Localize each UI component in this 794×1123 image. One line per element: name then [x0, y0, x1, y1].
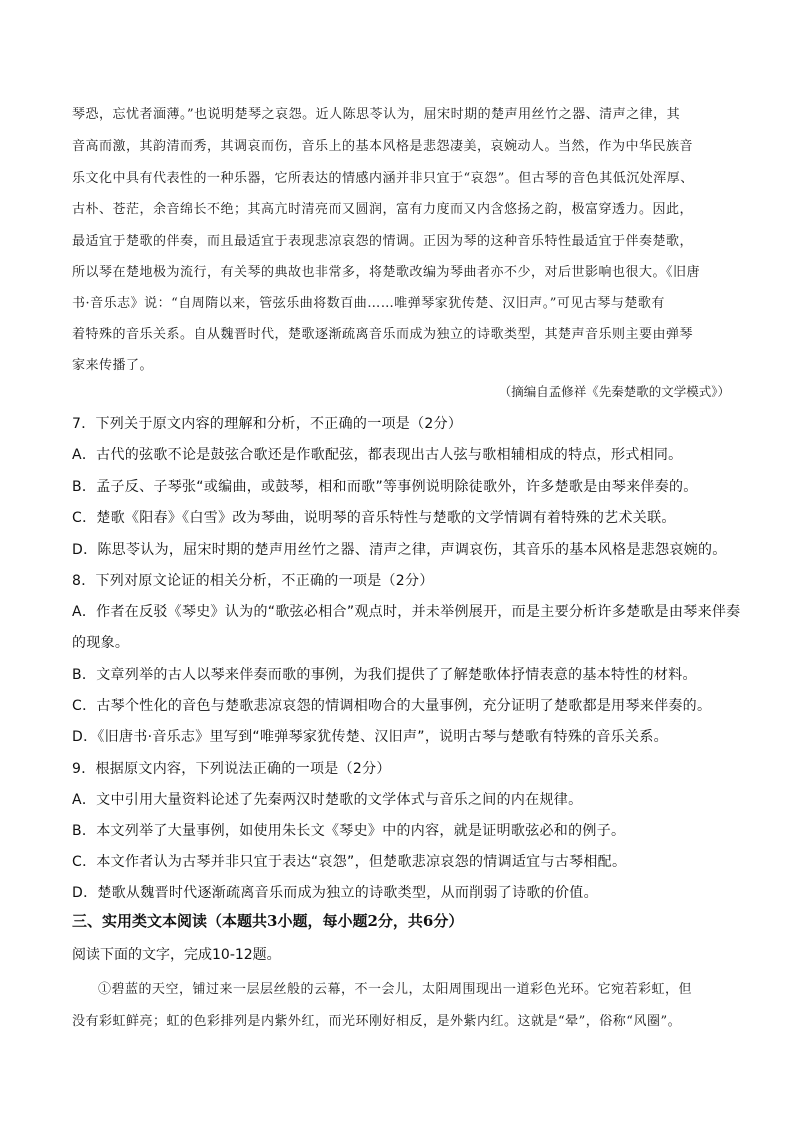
passage-line: 最适宜于楚歌的伴奏，而且最适宜于表现悲凉哀怨的情调。正因为琴的这种音乐特性最适宜于伴奏楚歌，: [72, 234, 694, 249]
passage-line: 乐文化中具有代表性的一种乐器，它所表达的情感内涵并非只宜于“哀怨”。但古琴的音色其低沉处浑厚、: [72, 171, 694, 186]
question-option: C．古琴个性化的音色与楚歌悲凉哀怨的情调相吻合的大量事例，充分证明了楚歌都是用琴来伴奏的。: [72, 698, 712, 714]
question-option: 的现象。: [72, 635, 130, 651]
question-option: B．文章列举的古人以琴来伴奏而歌的事例，为我们提供了了解楚歌体抒情表意的基本特性的材料。: [72, 667, 697, 683]
source-citation: （摘编自孟修祥《先秦楚歌的文学模式》）: [498, 384, 730, 399]
section-title: 三、实用类文本阅读（本题共3小题，每小题2分，共6分）: [72, 912, 464, 930]
question-option: D．《旧唐书·音乐志》里写到“唯弹琴家犹传楚、汉旧声”，说明古琴与楚歌有特殊的音乐关系。: [72, 729, 668, 745]
question-option: B．本文列举了大量事例，如使用朱长文《琴史》中的内容，就是证明歌弦必和的例子。: [72, 823, 626, 839]
passage-line: 所以琴在楚地极为流行，有关琴的典故也非常多，将楚歌改编为琴曲者亦不少，对后世影响也很大。《旧唐: [72, 265, 701, 280]
passage-line: 家来传播了。: [72, 358, 154, 373]
question-option: D．楚歌从魏晋时代逐渐疏离音乐而成为独立的诗歌类型，从而削弱了诗歌的价值。: [72, 885, 598, 901]
passage-line: 书·音乐志》说：“自周隋以来，管弦乐曲将数百曲……唯弹琴家犹传楚、汉旧声。”可见古琴与楚歌有: [72, 296, 665, 311]
passage-line: 没有彩虹鲜亮；虹的色彩排列是内紫外红，而光环刚好相反，是外紫内红。这就是“晕”，俗称“风圈”。: [72, 1014, 682, 1029]
question-option: C．本文作者认为古琴并非只宜于表达“哀怨”，但楚歌悲凉哀怨的情调适宜与古琴相配。: [72, 854, 627, 870]
passage-line: 琴恐，忘忧者湎薄。”也说明楚琴之哀怨。近人陈思苓认为，屈宋时期的楚声用丝竹之器、清声之律，其: [72, 107, 681, 122]
passage-line: 音高而激，其韵清而秀，其调哀而伤，音乐上的基本风格是悲怨凄美，哀婉动人。当然，作为中华民族音: [72, 139, 694, 154]
question-option: A．古代的弦歌不论是鼓弦合歌还是作歌配弦，都表现出古人弦与歌相辅相成的特点，形式相同。: [72, 447, 683, 463]
question-stem: 9．根据原文内容，下列说法正确的一项是（2分）: [72, 761, 391, 777]
question-option: A．文中引用大量资料论述了先秦两汉时楚歌的文学体式与音乐之间的内在规律。: [72, 792, 583, 808]
instruction-text: 阅读下面的文字，完成10-12题。: [72, 947, 281, 963]
passage-line: 着特殊的音乐关系。自从魏晋时代，楚歌逐渐疏离音乐而成为独立的诗歌类型，其楚声音乐则主要由弹琴: [72, 327, 694, 342]
passage-line: ①碧蓝的天空，铺过来一层层丝般的云幕，不一会儿，太阳周围现出一道彩色光环。它宛若彩虹，但: [98, 982, 693, 997]
question-option: C．楚歌《阳春》《白雪》改为琴曲，说明琴的音乐特性与楚歌的文学情调有着特殊的艺术关联。: [72, 510, 676, 526]
question-option: A．作者在反驳《琴史》认为的“歌弦必相合”观点时，并未举例展开，而是主要分析许多楚歌是由琴来伴奏: [72, 604, 741, 620]
question-option: B．孟子反、子琴张“或编曲，或鼓琴，相和而歌”等事例说明除徒歌外，许多楚歌是由琴来伴奏的。: [72, 479, 698, 495]
question-option: D．陈思苓认为，屈宋时期的楚声用丝竹之器、清声之律，声调哀伤，其音乐的基本风格是悲怨哀婉的。: [72, 542, 727, 558]
passage-line: 古朴、苍茫，余音绵长不绝；其高亢时清亮而又圆润，富有力度而又内含悠扬之韵，极富穿透力。因此，: [72, 202, 694, 217]
question-stem: 8．下列对原文论证的相关分析，不正确的一项是（2分）: [72, 573, 434, 589]
question-stem: 7．下列关于原文内容的理解和分析，不正确的一项是（2分）: [72, 416, 463, 432]
